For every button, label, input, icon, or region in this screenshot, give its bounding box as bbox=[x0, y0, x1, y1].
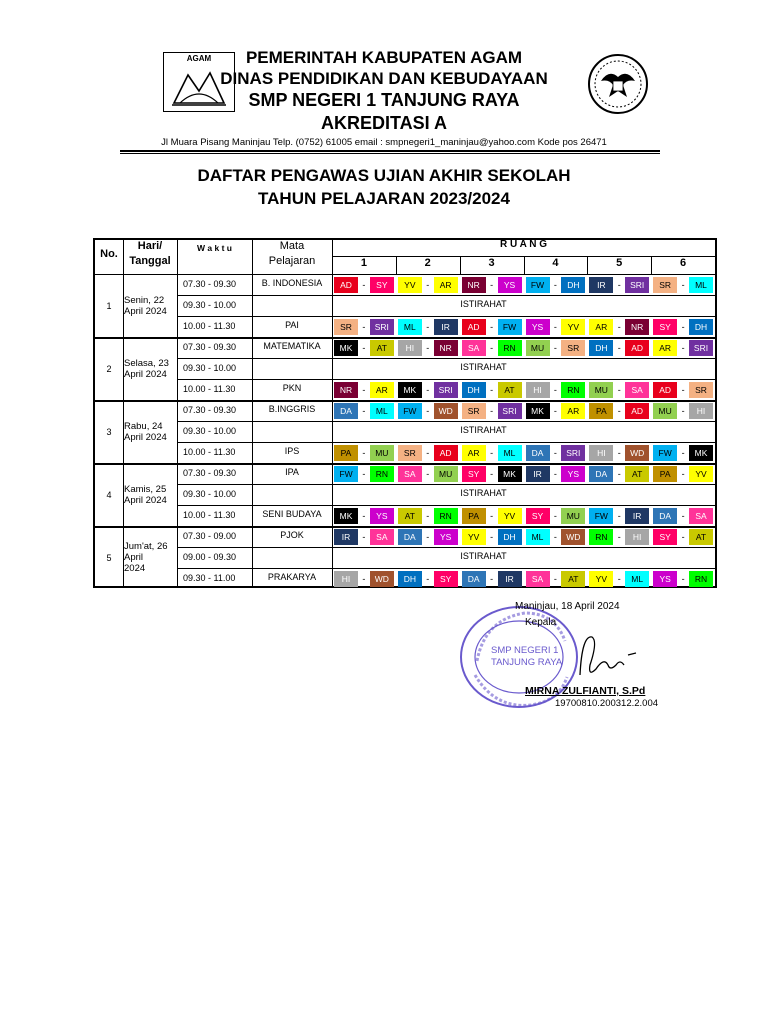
session-time: 09.30 - 10.00 bbox=[183, 426, 237, 436]
column-line bbox=[123, 240, 124, 586]
supervisor-code: YV bbox=[398, 277, 422, 293]
session-time: 09.00 - 09.30 bbox=[183, 552, 237, 562]
supervisor-code: PA bbox=[589, 403, 613, 419]
supervisor-code: AD bbox=[434, 445, 458, 461]
code-separator: - bbox=[426, 532, 430, 542]
header-subject-2: Pelajaran bbox=[268, 255, 316, 267]
day-date: April 2024 bbox=[124, 431, 167, 443]
header-room-separator bbox=[524, 256, 525, 274]
supervisor-code: DH bbox=[561, 277, 585, 293]
session-time: 09.30 - 11.00 bbox=[183, 573, 236, 583]
supervisor-code: IR bbox=[334, 529, 358, 545]
supervisor-code: HI bbox=[526, 382, 550, 398]
session-time: 10.00 - 11.30 bbox=[183, 384, 236, 394]
supervisor-code: DH bbox=[589, 340, 613, 356]
supervisor-code: SR bbox=[462, 403, 486, 419]
header-time: W a k t u bbox=[197, 243, 232, 253]
supervisor-code: SY bbox=[434, 571, 458, 587]
session-time: 10.00 - 11.30 bbox=[183, 510, 236, 520]
supervisor-code: SRI bbox=[625, 277, 649, 293]
day-date: Rabu, 24 bbox=[124, 420, 163, 432]
day-number: 2 bbox=[106, 363, 112, 374]
code-separator: - bbox=[426, 406, 430, 416]
supervisor-code: SRI bbox=[561, 445, 585, 461]
supervisor-code: SRI bbox=[689, 340, 713, 356]
supervisor-code: ML bbox=[370, 403, 394, 419]
signature-name: MIRNA ZULFIANTI, S.Pd bbox=[525, 685, 646, 697]
supervisor-code: SRI bbox=[370, 319, 394, 335]
supervisor-code: DA bbox=[589, 466, 613, 482]
code-separator: - bbox=[553, 385, 557, 395]
supervisor-code: AT bbox=[625, 466, 649, 482]
letterhead-line-1: PEMERINTAH KABUPATEN AGAM bbox=[245, 48, 523, 67]
code-separator: - bbox=[362, 574, 366, 584]
supervisor-code: SR bbox=[561, 340, 585, 356]
supervisor-code: SR bbox=[689, 382, 713, 398]
supervisor-code: AD bbox=[625, 403, 649, 419]
code-separator: - bbox=[681, 448, 685, 458]
day-date: Senin, 22 bbox=[124, 294, 165, 306]
session-time: 09.30 - 10.00 bbox=[183, 300, 237, 310]
supervisor-code: DH bbox=[689, 319, 713, 335]
supervisor-code: YV bbox=[561, 319, 585, 335]
signature-place-date: Maninjau, 18 April 2024 bbox=[515, 601, 620, 612]
code-separator: - bbox=[426, 343, 430, 353]
header-subject-1: Mata bbox=[279, 240, 305, 252]
supervisor-code: SR bbox=[653, 277, 677, 293]
supervisor-code: FW bbox=[398, 403, 422, 419]
supervisor-code: YS bbox=[561, 466, 585, 482]
code-separator: - bbox=[553, 280, 557, 290]
letterhead-rule-thin bbox=[120, 153, 660, 154]
supervisor-code: WD bbox=[561, 529, 585, 545]
supervisor-code: RN bbox=[370, 466, 394, 482]
code-separator: - bbox=[362, 469, 366, 479]
session-time: 07.30 - 09.30 bbox=[183, 405, 237, 415]
supervisor-code: ML bbox=[398, 319, 422, 335]
code-separator: - bbox=[617, 511, 621, 521]
day-date: April 2024 bbox=[124, 305, 167, 317]
row-line bbox=[177, 442, 715, 443]
column-line bbox=[177, 240, 178, 586]
supervisor-code: DH bbox=[398, 571, 422, 587]
code-separator: - bbox=[553, 469, 557, 479]
supervisor-code: IR bbox=[589, 277, 613, 293]
supervisor-code: AD bbox=[653, 382, 677, 398]
supervisor-code: MU bbox=[526, 340, 550, 356]
row-line bbox=[177, 484, 715, 485]
day-date: Selasa, 23 bbox=[124, 357, 169, 369]
code-separator: - bbox=[681, 469, 685, 479]
code-separator: - bbox=[362, 343, 366, 353]
supervisor-code: DA bbox=[526, 445, 550, 461]
row-line bbox=[177, 547, 715, 548]
row-line bbox=[177, 379, 715, 380]
supervisor-code: NR bbox=[462, 277, 486, 293]
code-separator: - bbox=[490, 406, 494, 416]
row-line bbox=[177, 316, 715, 317]
code-separator: - bbox=[681, 343, 685, 353]
supervisor-code: SY bbox=[462, 466, 486, 482]
supervisor-code: MU bbox=[653, 403, 677, 419]
supervisor-code: ML bbox=[625, 571, 649, 587]
supervisor-code: SY bbox=[370, 277, 394, 293]
supervisor-code: FW bbox=[498, 319, 522, 335]
signature-role: Kepala bbox=[525, 617, 557, 628]
code-separator: - bbox=[490, 574, 494, 584]
supervisor-code: MU bbox=[370, 445, 394, 461]
header-room-separator bbox=[396, 256, 397, 274]
header-no: No. bbox=[100, 248, 118, 260]
supervisor-code: SY bbox=[653, 319, 677, 335]
day-number: 1 bbox=[106, 300, 112, 311]
day-line bbox=[95, 400, 715, 402]
header-bottom-line bbox=[95, 274, 715, 275]
supervisor-code: YV bbox=[498, 508, 522, 524]
supervisor-code: DH bbox=[498, 529, 522, 545]
supervisor-code: SRI bbox=[498, 403, 522, 419]
day-number: 4 bbox=[106, 489, 112, 500]
supervisor-code: AR bbox=[589, 319, 613, 335]
day-date: Jum'at, 26 bbox=[124, 541, 168, 552]
session-subject: PRAKARYA bbox=[267, 572, 317, 582]
header-room-number: 6 bbox=[680, 257, 687, 269]
session-subject: IPS bbox=[284, 446, 300, 456]
stamp-school-line-2: TANJUNG RAYA bbox=[491, 657, 563, 668]
code-separator: - bbox=[681, 406, 685, 416]
supervisor-code: HI bbox=[625, 529, 649, 545]
code-separator: - bbox=[617, 574, 621, 584]
code-separator: - bbox=[490, 280, 494, 290]
supervisor-code: MK bbox=[498, 466, 522, 482]
break-label: ISTIRAHAT bbox=[460, 362, 507, 372]
supervisor-code: AT bbox=[689, 529, 713, 545]
code-separator: - bbox=[426, 448, 430, 458]
supervisor-code: RN bbox=[589, 529, 613, 545]
code-separator: - bbox=[426, 385, 430, 395]
header-room-separator bbox=[460, 256, 461, 274]
supervisor-code: YS bbox=[498, 277, 522, 293]
supervisor-code: YS bbox=[526, 319, 550, 335]
code-separator: - bbox=[362, 406, 366, 416]
letterhead-rule-thick bbox=[120, 150, 660, 152]
supervisor-code: SA bbox=[625, 382, 649, 398]
supervisor-code: AT bbox=[370, 340, 394, 356]
code-separator: - bbox=[617, 469, 621, 479]
supervisor-code: YS bbox=[370, 508, 394, 524]
header-room-number: 2 bbox=[424, 257, 431, 269]
header-room: R U A N G bbox=[499, 239, 548, 250]
code-separator: - bbox=[426, 574, 430, 584]
row-line bbox=[177, 505, 715, 506]
code-separator: - bbox=[553, 406, 557, 416]
supervisor-code: DH bbox=[462, 382, 486, 398]
supervisor-code: MK bbox=[334, 340, 358, 356]
supervisor-code: AT bbox=[561, 571, 585, 587]
code-separator: - bbox=[362, 448, 366, 458]
header-room-separator bbox=[587, 256, 588, 274]
session-time: 07.30 - 09.30 bbox=[183, 342, 237, 352]
letterhead-address: Jl Muara Pisang Maninjau Telp. (0752) 61005 email : smpnegeri1_maninjau@yahoo.com Kode pos 26471 bbox=[161, 137, 607, 148]
supervisor-code: IR bbox=[625, 508, 649, 524]
supervisor-code: SA bbox=[398, 466, 422, 482]
supervisor-code: SR bbox=[334, 319, 358, 335]
code-separator: - bbox=[617, 322, 621, 332]
supervisor-code: MK bbox=[334, 508, 358, 524]
supervisor-code: AD bbox=[334, 277, 358, 293]
day-date: April 2024 bbox=[124, 494, 167, 506]
supervisor-code: YS bbox=[434, 529, 458, 545]
supervisor-code: MK bbox=[526, 403, 550, 419]
supervisor-code: DA bbox=[334, 403, 358, 419]
signature-block bbox=[455, 597, 685, 722]
code-separator: - bbox=[553, 574, 557, 584]
supervisor-code: FW bbox=[526, 277, 550, 293]
supervisor-code: WD bbox=[625, 445, 649, 461]
supervisor-code: MK bbox=[398, 382, 422, 398]
stamp-school-line-1: SMP NEGERI 1 bbox=[491, 645, 559, 656]
day-line bbox=[95, 526, 715, 528]
supervisor-code: YV bbox=[462, 529, 486, 545]
day-date: 2024 bbox=[124, 563, 146, 574]
day-date: April 2024 bbox=[124, 368, 167, 380]
supervisor-code: WD bbox=[434, 403, 458, 419]
supervisor-code: AD bbox=[462, 319, 486, 335]
session-time: 07.30 - 09.30 bbox=[183, 468, 237, 478]
supervisor-code: PA bbox=[653, 466, 677, 482]
letterhead-line-3: SMP NEGERI 1 TANJUNG RAYA bbox=[248, 90, 520, 110]
supervisor-code: NR bbox=[434, 340, 458, 356]
supervisor-code: DA bbox=[462, 571, 486, 587]
supervisor-code: NR bbox=[625, 319, 649, 335]
code-separator: - bbox=[362, 532, 366, 542]
session-time: 07.30 - 09.30 bbox=[183, 279, 237, 289]
header-room-number: 5 bbox=[616, 257, 623, 269]
code-separator: - bbox=[681, 511, 685, 521]
supervisor-code: SA bbox=[370, 529, 394, 545]
supervisor-code: YV bbox=[589, 571, 613, 587]
row-line bbox=[177, 421, 715, 422]
code-separator: - bbox=[553, 343, 557, 353]
supervisor-code: NR bbox=[334, 382, 358, 398]
code-separator: - bbox=[490, 469, 494, 479]
supervisor-code: MU bbox=[561, 508, 585, 524]
supervisor-code: MU bbox=[589, 382, 613, 398]
day-line bbox=[95, 463, 715, 465]
code-separator: - bbox=[426, 511, 430, 521]
break-label: ISTIRAHAT bbox=[460, 551, 507, 561]
session-time: 09.30 - 10.00 bbox=[183, 363, 237, 373]
code-separator: - bbox=[617, 448, 621, 458]
supervisor-code: FW bbox=[653, 445, 677, 461]
session-subject: PAI bbox=[285, 320, 299, 330]
supervisor-code: FW bbox=[334, 466, 358, 482]
code-separator: - bbox=[681, 322, 685, 332]
code-separator: - bbox=[617, 406, 621, 416]
supervisor-code: IR bbox=[498, 571, 522, 587]
column-line bbox=[332, 240, 333, 586]
supervisor-code: HI bbox=[589, 445, 613, 461]
supervisor-code: HI bbox=[334, 571, 358, 587]
code-separator: - bbox=[490, 511, 494, 521]
supervisor-code: SA bbox=[526, 571, 550, 587]
supervisor-code: AT bbox=[398, 508, 422, 524]
supervisor-code: HI bbox=[689, 403, 713, 419]
session-subject: B. INDONESIA bbox=[261, 278, 323, 288]
supervisor-code: ML bbox=[689, 277, 713, 293]
session-time: 07.30 - 09.00 bbox=[183, 531, 237, 541]
supervisor-code: AR bbox=[653, 340, 677, 356]
session-subject: B.INGGRIS bbox=[268, 404, 316, 414]
code-separator: - bbox=[617, 532, 621, 542]
supervisor-code: SRI bbox=[434, 382, 458, 398]
supervisor-code: IR bbox=[526, 466, 550, 482]
code-separator: - bbox=[426, 322, 430, 332]
session-subject: PJOK bbox=[280, 530, 304, 540]
supervisor-code: PA bbox=[334, 445, 358, 461]
handwritten-signature bbox=[550, 625, 660, 685]
supervisor-code: AT bbox=[498, 382, 522, 398]
supervisor-code: MK bbox=[689, 445, 713, 461]
supervisor-code: SA bbox=[462, 340, 486, 356]
supervisor-code: AR bbox=[370, 382, 394, 398]
supervisor-schedule-table bbox=[93, 238, 717, 588]
supervisor-code: RN bbox=[689, 571, 713, 587]
supervisor-code: RN bbox=[561, 382, 585, 398]
code-separator: - bbox=[426, 280, 430, 290]
signature-nip: 19700810.200312.2.004 bbox=[555, 698, 659, 709]
header-room-separator bbox=[651, 256, 652, 274]
session-subject: PKN bbox=[282, 383, 302, 393]
code-separator: - bbox=[553, 448, 557, 458]
session-subject: IPA bbox=[285, 467, 299, 477]
code-separator: - bbox=[490, 343, 494, 353]
code-separator: - bbox=[617, 343, 621, 353]
header-room-number: 3 bbox=[488, 257, 495, 269]
code-separator: - bbox=[553, 532, 557, 542]
supervisor-code: YS bbox=[653, 571, 677, 587]
code-separator: - bbox=[681, 280, 685, 290]
letterhead-line-2: DINAS PENDIDIKAN DAN KEBUDAYAAN bbox=[220, 69, 548, 88]
day-number: 5 bbox=[106, 552, 112, 563]
code-separator: - bbox=[553, 322, 557, 332]
session-subject: MATEMATIKA bbox=[263, 341, 321, 351]
row-line bbox=[177, 295, 715, 296]
letterhead-line-4: AKREDITASI A bbox=[321, 113, 447, 133]
logo-label: AGAM bbox=[186, 54, 212, 63]
document-subtitle: TAHUN PELAJARAN 2023/2024 bbox=[258, 189, 510, 208]
supervisor-code: HI bbox=[398, 340, 422, 356]
supervisor-code: AR bbox=[561, 403, 585, 419]
supervisor-code: WD bbox=[370, 571, 394, 587]
code-separator: - bbox=[362, 280, 366, 290]
day-date: April bbox=[124, 552, 144, 563]
code-separator: - bbox=[681, 532, 685, 542]
code-separator: - bbox=[426, 469, 430, 479]
code-separator: - bbox=[490, 448, 494, 458]
supervisor-code: AR bbox=[462, 445, 486, 461]
supervisor-code: AD bbox=[625, 340, 649, 356]
code-separator: - bbox=[553, 511, 557, 521]
supervisor-code: DA bbox=[653, 508, 677, 524]
supervisor-code: SR bbox=[398, 445, 422, 461]
supervisor-code: AR bbox=[434, 277, 458, 293]
session-subject: SENI BUDAYA bbox=[262, 509, 322, 519]
break-label: ISTIRAHAT bbox=[460, 299, 507, 309]
supervisor-code: SA bbox=[689, 508, 713, 524]
header-room-number: 1 bbox=[360, 257, 367, 269]
supervisor-code: YV bbox=[689, 466, 713, 482]
row-line bbox=[177, 358, 715, 359]
supervisor-code: DA bbox=[398, 529, 422, 545]
supervisor-code: FW bbox=[589, 508, 613, 524]
supervisor-code: RN bbox=[498, 340, 522, 356]
code-separator: - bbox=[362, 322, 366, 332]
session-time: 10.00 - 11.30 bbox=[183, 321, 236, 331]
supervisor-code: PA bbox=[462, 508, 486, 524]
code-separator: - bbox=[490, 385, 494, 395]
supervisor-code: ML bbox=[526, 529, 550, 545]
code-separator: - bbox=[617, 385, 621, 395]
row-line bbox=[177, 568, 715, 569]
supervisor-code: RN bbox=[434, 508, 458, 524]
document-title: DAFTAR PENGAWAS UJIAN AKHIR SEKOLAH bbox=[197, 166, 571, 185]
code-separator: - bbox=[490, 322, 494, 332]
supervisor-code: ML bbox=[498, 445, 522, 461]
header-room-number: 4 bbox=[552, 257, 559, 269]
day-number: 3 bbox=[106, 426, 112, 437]
break-label: ISTIRAHAT bbox=[460, 425, 507, 435]
session-time: 10.00 - 11.30 bbox=[183, 447, 236, 457]
garuda-seal-icon bbox=[587, 53, 649, 115]
supervisor-code: IR bbox=[434, 319, 458, 335]
code-separator: - bbox=[617, 280, 621, 290]
session-time: 09.30 - 10.00 bbox=[183, 489, 237, 499]
break-label: ISTIRAHAT bbox=[460, 488, 507, 498]
code-separator: - bbox=[681, 574, 685, 584]
header-day-2: Tanggal bbox=[129, 255, 171, 267]
code-separator: - bbox=[362, 511, 366, 521]
supervisor-code: SY bbox=[653, 529, 677, 545]
code-separator: - bbox=[490, 532, 494, 542]
header-day-1: Hari/ bbox=[137, 240, 163, 252]
supervisor-code: MU bbox=[434, 466, 458, 482]
day-date: Kamis, 25 bbox=[124, 483, 167, 495]
day-line bbox=[95, 337, 715, 339]
code-separator: - bbox=[362, 385, 366, 395]
code-separator: - bbox=[681, 385, 685, 395]
supervisor-code: SY bbox=[526, 508, 550, 524]
